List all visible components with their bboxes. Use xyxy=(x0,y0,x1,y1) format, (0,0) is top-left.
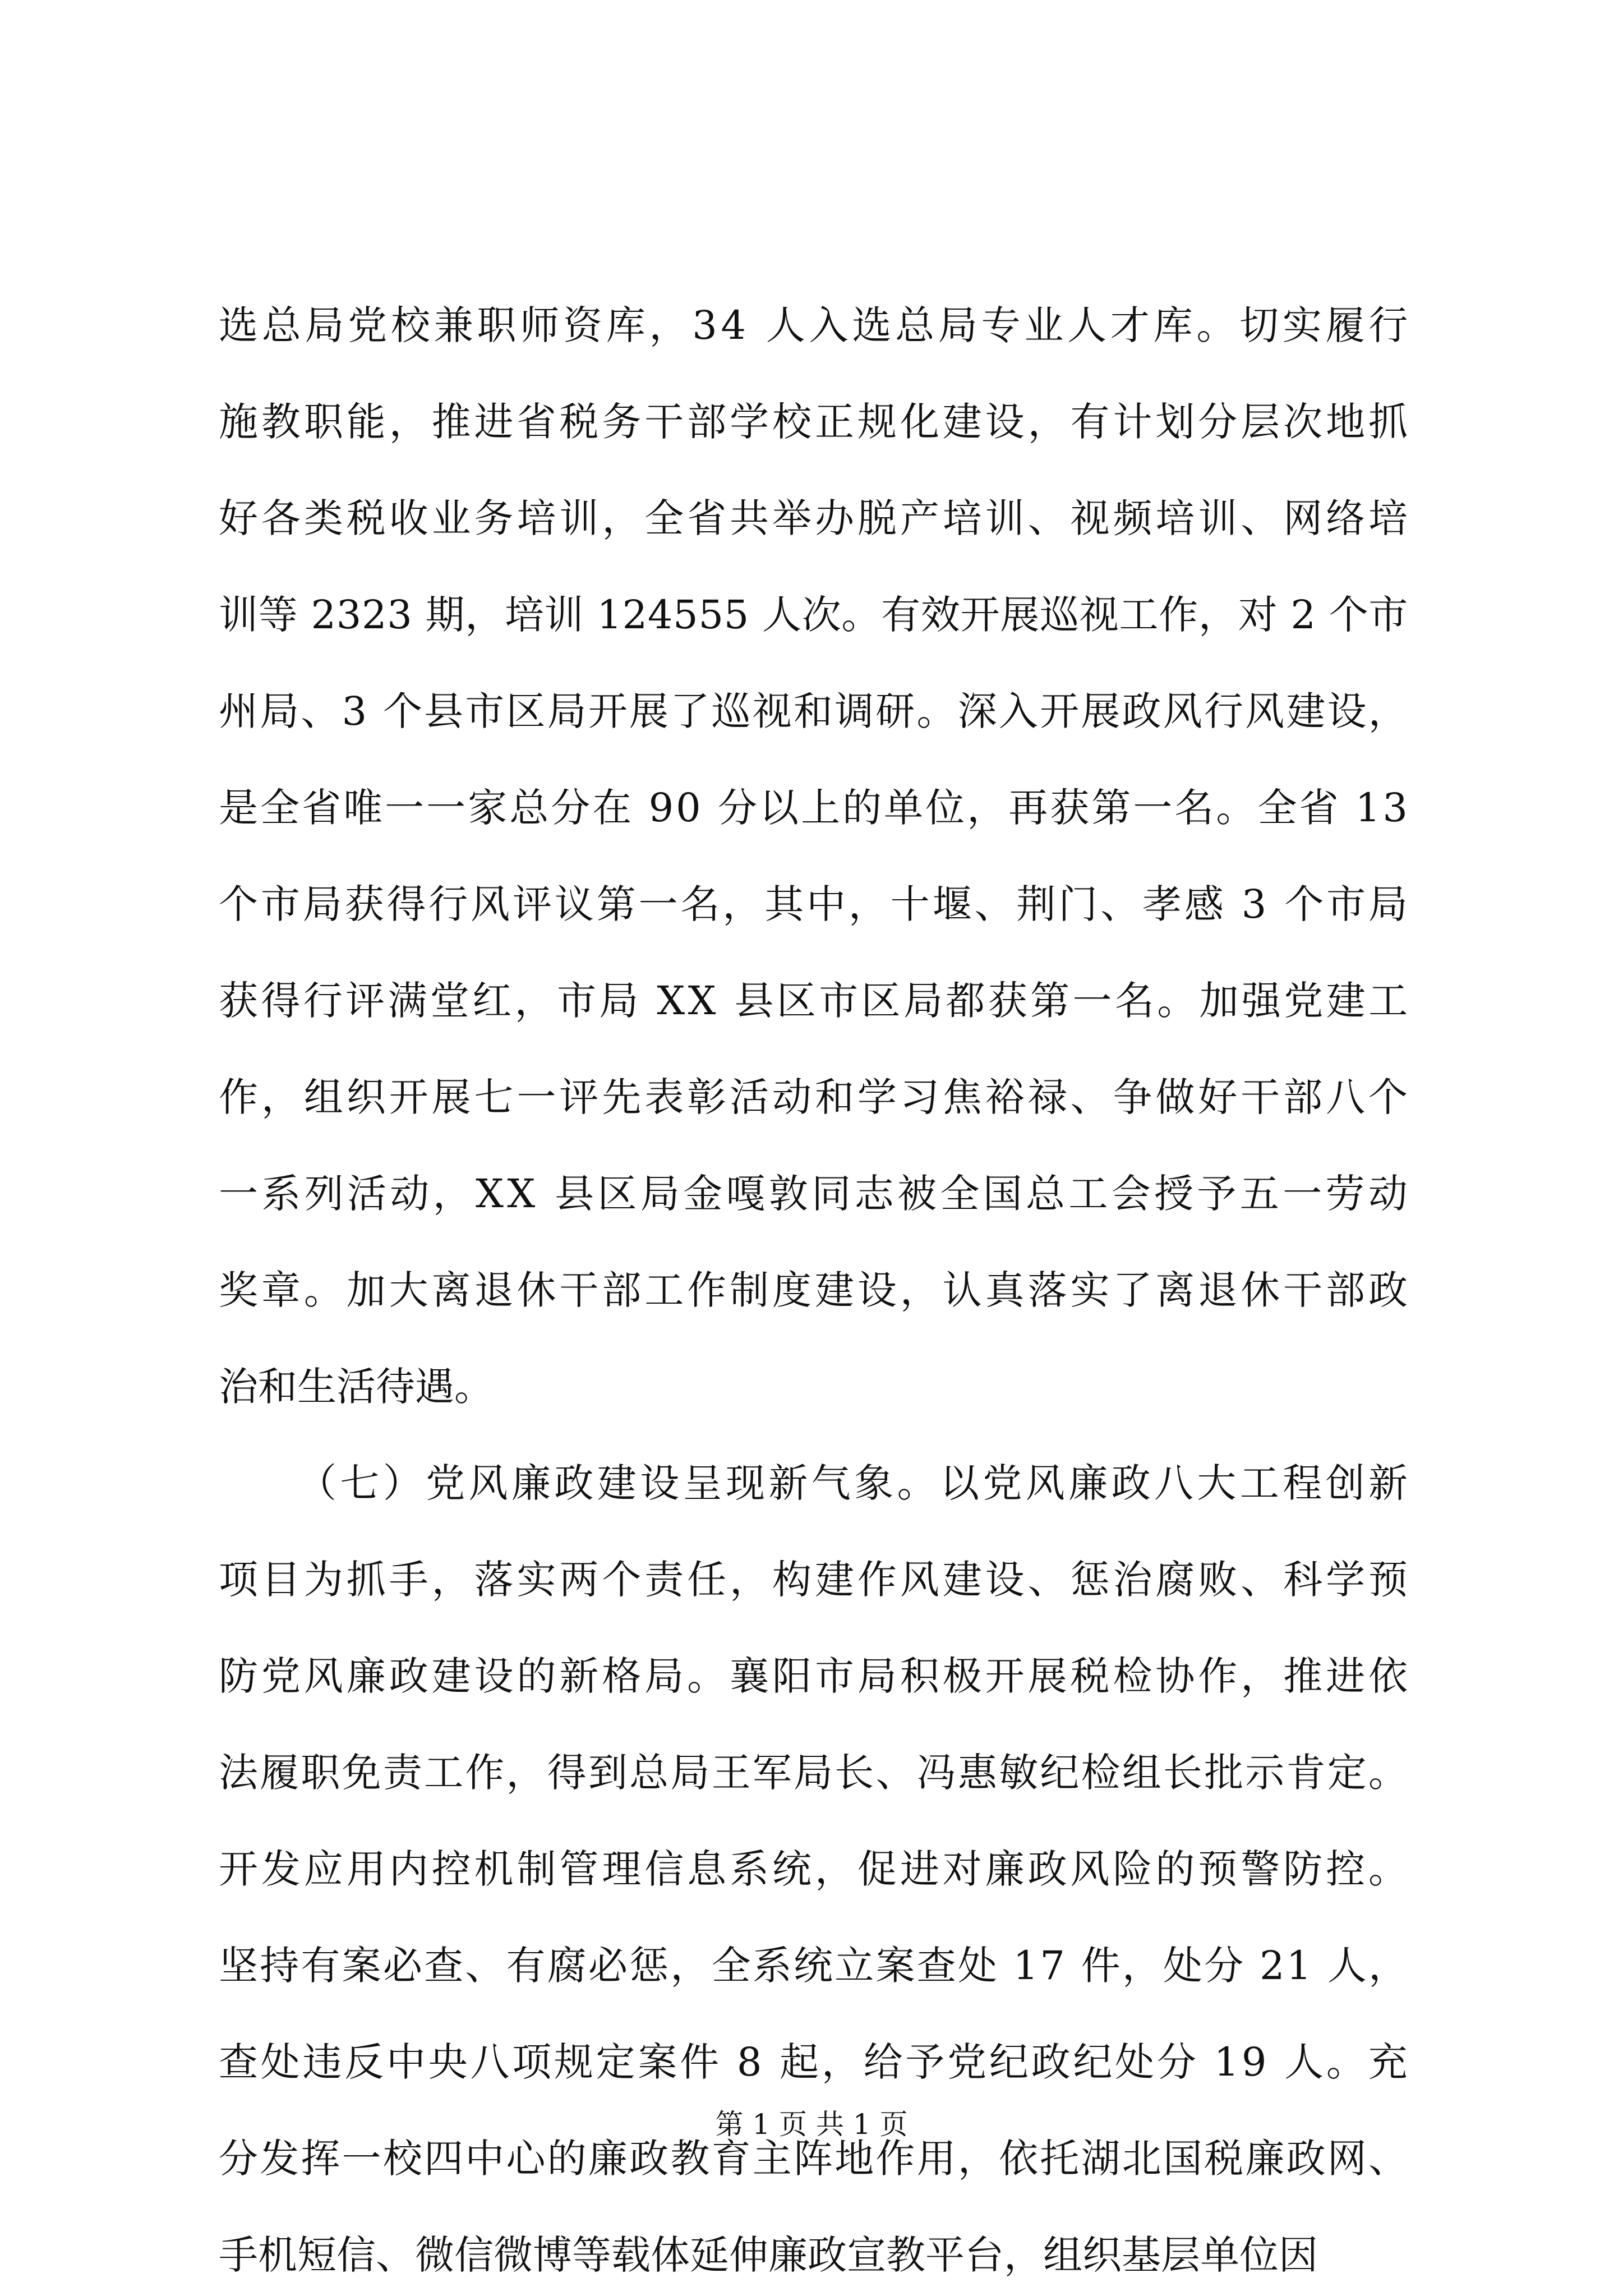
text-line: 坚持有案必查、有腐必惩，全系统立案查处 17 件，处分 21 人， xyxy=(219,1943,1410,1989)
text-line: 获得行评满堂红，市局 XX 县区市区局都获第一名。加强党建工 xyxy=(219,978,1411,1024)
text-line: （七）党风廉政建设呈现新气象。以党风廉政八大工程创新 xyxy=(297,1460,1412,1506)
text-line: 作，组织开展七一评先表彰活动和学习焦裕禄、争做好干部八个 xyxy=(219,1074,1411,1120)
text-line: 个市局获得行风评议第一名，其中，十堰、荆门、孝感 3 个市局 xyxy=(219,881,1410,927)
text-line: 法履职免责工作，得到总局王军局长、冯惠敏纪检组长批示肯定。 xyxy=(219,1750,1410,1796)
text-line: 开发应用内控机制管理信息系统，促进对廉政风险的预警防控。 xyxy=(219,1846,1411,1892)
text-line: 选总局党校兼职师资库，34 人入选总局专业人才库。切实履行 xyxy=(219,302,1412,348)
text-line: 州局、3 个县市区局开展了巡视和调研。深入开展政风行风建设， xyxy=(219,688,1409,734)
text-line: 奖章。加大离退休干部工作制度建设，认真落实了离退休干部政 xyxy=(219,1267,1411,1313)
text-line: 好各类税收业务培训，全省共举办脱产培训、视频培训、网络培 xyxy=(219,495,1411,541)
text-line: 手机短信、微信微博等载体延伸廉政宣教平台，组织基层单位因 xyxy=(219,2232,1318,2278)
text-line: 治和生活待遇。 xyxy=(219,1364,494,1410)
text-line: 防党风廉政建设的新格局。襄阳市局积极开展税检协作，推进依 xyxy=(219,1653,1411,1699)
text-line: 施教职能，推进省税务干部学校正规化建设，有计划分层次地抓 xyxy=(219,399,1411,445)
page-footer: 第 1 页 共 1 页 xyxy=(715,2108,908,2141)
text-line: 分发挥一校四中心的廉政教育主阵地作用，依托湖北国税廉政网、 xyxy=(219,2136,1410,2182)
text-line: 训等 2323 期，培训 124555 人次。有效开展巡视工作，对 2 个市 xyxy=(219,592,1409,638)
text-line: 一系列活动，XX 县区局金嘎敦同志被全国总工会授予五一劳动 xyxy=(219,1171,1412,1217)
text-line: 项目为抓手，落实两个责任，构建作风建设、惩治腐败、科学预 xyxy=(219,1557,1411,1603)
text-line: 是全省唯一一家总分在 90 分以上的单位，再获第一名。全省 13 xyxy=(219,785,1410,831)
text-line: 查处违反中央八项规定案件 8 起，给予党纪政纪处分 19 人。充 xyxy=(219,2039,1410,2085)
